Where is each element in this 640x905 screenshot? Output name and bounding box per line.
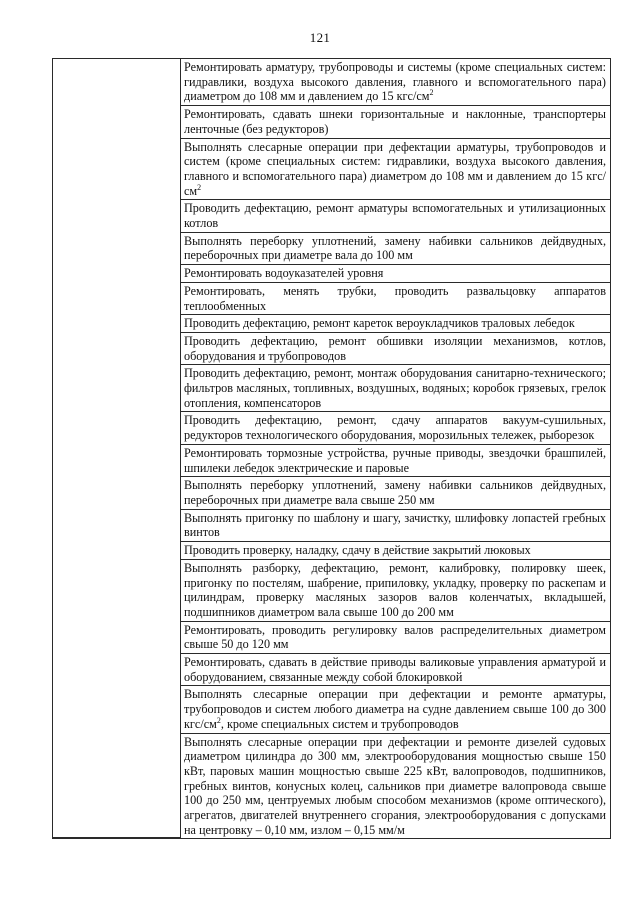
task-row xyxy=(181,200,610,232)
table-row xyxy=(53,59,611,839)
task-text: Ремонтировать, сдавать шнеки горизонтальные и наклонные, транспортеры ленточные (без редукторов) xyxy=(184,107,606,136)
task-row xyxy=(181,139,610,201)
task-text: Выполнять слесарные операции при дефектации арматуры, трубопроводов и систем (кроме специальных систем: гидравлики, воздуха высокого давления, главного и вспомогательного пара) диаметром до 108 мм и давлением до 15 кгс/см xyxy=(184,139,606,198)
empty-left-column xyxy=(53,59,181,839)
task-row xyxy=(181,283,610,315)
task-text: Выполнять переборку уплотнений, замену набивки сальников дейдвудных, переборочных при диаметре вала до 100 мм xyxy=(184,233,606,263)
task-text: Выполнять переборку уплотнений, замену набивки сальников дейдвудных, переборочных при диаметре вала свыше 250 мм xyxy=(184,478,606,507)
task-text: Ремонтировать водоуказателей уровня xyxy=(184,266,384,281)
task-row xyxy=(181,365,610,412)
task-row xyxy=(181,622,610,654)
task-text: Ремонтировать, менять трубки, проводить развальцовку аппаратов теплообменных xyxy=(184,283,606,313)
task-row xyxy=(181,315,610,333)
page-number: 121 xyxy=(309,30,331,45)
task-text: Выполнять пригонку по шаблону и шагу, зачистку, шлифовку лопастей гребных винтов xyxy=(184,510,606,540)
task-text: Проводить дефектацию, ремонт кареток вероукладчиков траловых лебедок xyxy=(184,316,575,331)
work-tasks-table xyxy=(52,58,611,839)
task-text: Выполнять слесарные операции при дефектации и ремонте дизелей судовых диаметром цилиндра до 300 мм, электрооборудования мощностью свыше 150 кВт, паровых машин мощностью свыше 225 кВт, валопроводов, подшипников, гребных винтов, конусных колец, сальников при диаметре валопровода свыше 100 до 250 мм, центруемых любым способом механизмов (кроме оптического), агрегатов, двигателей внутреннего сгорания, электрооборудования с допусками на центровку – 0,10 мм, излом – 0,15 мм/м xyxy=(184,734,606,837)
task-text: Выполнять разборку, дефектацию, ремонт, калибровку, полировку шеек, пригонку по постелям, шабрение, припиловку, укладку, проверку по раскепам и цилиндрам, проверку масляных зазоров валов коленчатых, вкладышей, подшипников диаметром вала свыше 100 до 200 мм xyxy=(184,560,606,619)
task-row xyxy=(181,59,610,106)
superscript: 2 xyxy=(197,182,202,192)
task-row xyxy=(181,333,610,365)
task-row xyxy=(181,477,610,509)
task-text: Выполнять слесарные операции при дефектации и ремонте арматуры, трубопроводов и систем любого диаметра на судне давлением свыше 100 до 300 кгс/см xyxy=(184,687,606,731)
task-text: , кроме специальных систем и трубопроводов xyxy=(220,716,459,731)
task-row xyxy=(181,686,610,733)
task-row xyxy=(181,560,610,622)
task-text: Проводить дефектацию, ремонт обшивки изоляции механизмов, котлов, оборудования и трубопроводов xyxy=(184,333,606,363)
task-row xyxy=(181,445,610,477)
task-text: Проводить проверку, наладку, сдачу в действие закрытий люковых xyxy=(184,543,531,558)
task-list-column xyxy=(181,59,611,839)
task-text: Проводить дефектацию, ремонт, монтаж оборудования санитарно-технического; фильтров масляных, топливных, воздушных, водяных; коробок грязевых, грелок отопления, компенсаторов xyxy=(184,366,606,410)
task-text: Ремонтировать тормозные устройства, ручные приводы, звездочки брашпилей, шпилеки лебедок электрические и паровые xyxy=(184,445,606,475)
superscript: 2 xyxy=(216,715,221,725)
task-row xyxy=(181,510,610,542)
task-row xyxy=(181,412,610,444)
task-text: Ремонтировать арматуру, трубопроводы и системы (кроме специальных систем: гидравлики, воздуха высокого давления, главного и вспомогательного пара) диаметром до 108 мм и давлением до 15 кгс/см xyxy=(184,60,606,104)
task-text: Ремонтировать, сдавать в действие приводы валиковые управления арматурой и оборудованием, связанные между собой блокировкой xyxy=(184,655,606,684)
task-text: Проводить дефектацию, ремонт, сдачу аппаратов вакуум-сушильных, редукторов технологического оборудования, морозильных тележек, рыборезок xyxy=(184,413,606,443)
task-row xyxy=(181,265,610,283)
task-text: Ремонтировать, проводить регулировку валов распределительных диаметром свыше 50 до 120 мм xyxy=(184,622,606,652)
task-row xyxy=(181,106,610,138)
task-row xyxy=(181,233,610,265)
task-row xyxy=(181,734,610,839)
task-text: Проводить дефектацию, ремонт арматуры вспомогательных и утилизационных котлов xyxy=(184,201,606,231)
task-row xyxy=(181,654,610,686)
task-row xyxy=(181,542,610,560)
superscript: 2 xyxy=(429,88,434,98)
